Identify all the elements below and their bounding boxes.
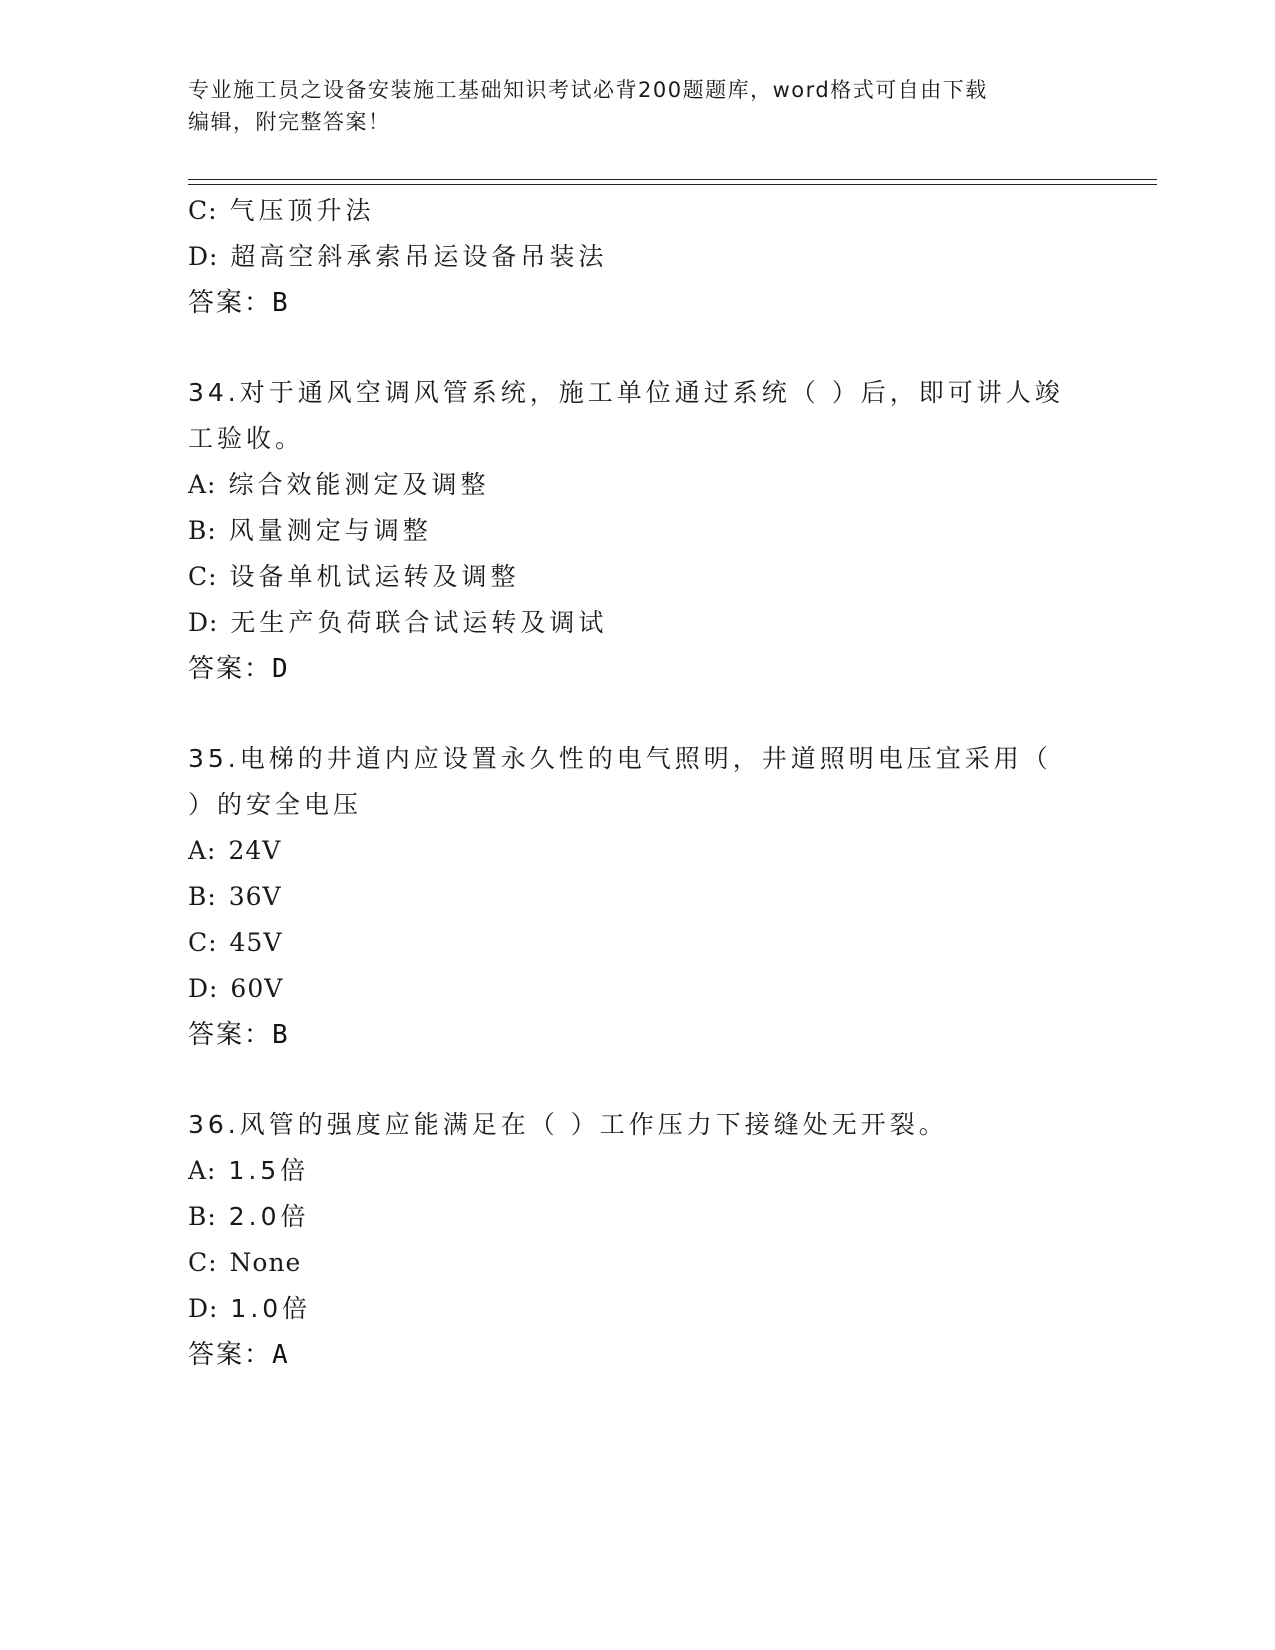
option-d: D: 1.0倍 [188, 1294, 312, 1323]
option-b: B: 36V [188, 882, 282, 911]
question-34 [188, 370, 1088, 692]
option-d: D: 无生产负荷联合试运转及调试 [188, 608, 608, 637]
option-a: A: 1.5倍 [188, 1156, 310, 1185]
option-c: C: 设备单机试运转及调整 [188, 562, 520, 591]
option-c: C: None [188, 1248, 302, 1277]
option-c: C: 气压顶升法 [188, 196, 375, 225]
question-text: 36.风管的强度应能满足在（ ）工作压力下接缝处无开裂。 [188, 1110, 948, 1139]
question-36 [188, 1102, 1088, 1378]
option-d: D: 60V [188, 974, 284, 1003]
header-divider-bottom [188, 184, 1157, 185]
question-33 [188, 188, 1088, 326]
option-a: A: 24V [188, 836, 282, 865]
header-title-line1: 专业施工员之设备安装施工基础知识考试必背200题题库，word格式可自由下载 [188, 78, 988, 102]
answer-line: 答案：D [188, 654, 288, 684]
option-b: B: 风量测定与调整 [188, 516, 432, 545]
question-text: 35.电梯的井道内应设置永久性的电气照明，井道照明电压宜采用（ [188, 744, 1052, 773]
answer-line: 答案：A [188, 1340, 288, 1370]
question-text-continued: 工验收。 [188, 424, 305, 453]
answer-line: 答案：B [188, 1020, 288, 1050]
question-list [188, 188, 1088, 1378]
question-text: 34.对于通风空调风管系统，施工单位通过系统（ ）后，即可讲人竣 [188, 378, 1064, 407]
document-header [188, 74, 1088, 138]
option-a: A: 综合效能测定及调整 [188, 470, 490, 499]
option-c: C: 45V [188, 928, 283, 957]
header-divider-top [188, 179, 1157, 180]
option-d: D: 超高空斜承索吊运设备吊装法 [188, 242, 608, 271]
question-35 [188, 736, 1088, 1058]
question-text-continued: ）的安全电压 [188, 790, 363, 819]
header-title-line2: 编辑，附完整答案！ [188, 110, 391, 134]
answer-line: 答案：B [188, 288, 288, 318]
option-b: B: 2.0倍 [188, 1202, 310, 1231]
